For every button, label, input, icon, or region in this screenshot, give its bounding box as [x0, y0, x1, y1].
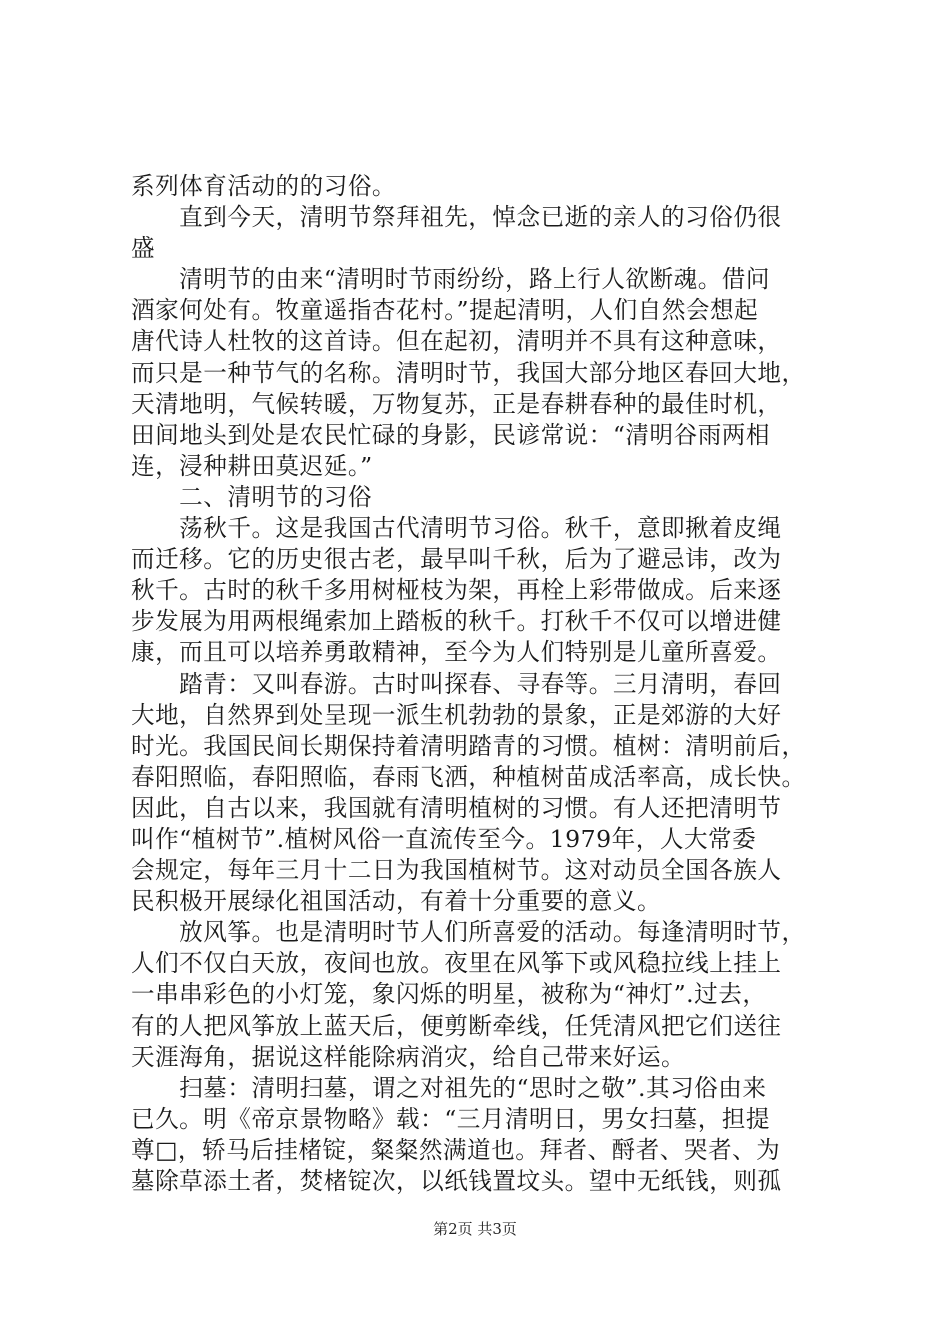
- text-line: 盛: [131, 234, 156, 263]
- text-line: 踏青：又叫春游。古时叫探春、寻春等。三月清明，春回: [131, 669, 782, 698]
- text-line: 连，浸种耕田莫迟延。”: [131, 451, 373, 480]
- text-line: 唐代诗人杜牧的这首诗。但在起初，清明并不具有这种意味，: [131, 327, 782, 356]
- text-line: 墓除草添土者，焚楮锭次，以纸钱置坟头。望中无纸钱，则孤: [131, 1167, 782, 1195]
- text-line: 尊□，轿马后挂楮锭，粲粲然满道也。拜者、酹者、哭者、为: [131, 1135, 781, 1164]
- text-line: 民积极开展绿化祖国活动，有着十分重要的意义。: [131, 887, 662, 916]
- text-line: 有的人把风筝放上蓝天后，便剪断牵线，任凭清风把它们送往: [131, 1011, 782, 1040]
- text-line: 因此，自古以来，我国就有清明植树的习惯。有人还把清明节: [131, 793, 782, 822]
- text-line: 系列体育活动的的习俗。: [131, 172, 397, 200]
- text-line: 康，而且可以培养勇敢精神，至今为人们特别是儿童所喜爱。: [131, 638, 782, 667]
- text-line: 大地，自然界到处呈现一派生机勃勃的景象，正是郊游的大好: [131, 700, 782, 729]
- section-heading: 二、清明节的习俗: [131, 482, 372, 511]
- text-line: 酒家何处有。牧童遥指杏花村。”提起清明，人们自然会想起: [131, 296, 759, 325]
- text-line: 而只是一种节气的名称。清明时节，我国大部分地区春回大地，: [131, 358, 806, 387]
- document-body: [131, 171, 831, 1197]
- text-line: 直到今天，清明节祭拜祖先，悼念已逝的亲人的习俗仍很: [131, 203, 782, 232]
- text-line: 一串串彩色的小灯笼，象闪烁的明星，被称为“神灯”.过去，: [131, 980, 767, 1009]
- text-line: 天涯海角，据说这样能除病消灾，给自己带来好运。: [131, 1042, 686, 1071]
- text-line: 步发展为用两根绳索加上踏板的秋千。打秋千不仅可以增进健: [131, 607, 782, 636]
- text-line: 天清地明，气候转暖，万物复苏，正是春耕春种的最佳时机，: [131, 389, 782, 418]
- text-line: 秋千。古时的秋千多用树桠枝为架，再栓上彩带做成。后来逐: [131, 576, 782, 605]
- text-line: 扫墓：清明扫墓，谓之对祖先的“思时之敬”.其习俗由来: [131, 1073, 767, 1102]
- text-line: 时光。我国民间长期保持着清明踏青的习惯。植树：清明前后，: [131, 731, 806, 760]
- text-line: 放风筝。也是清明时节人们所喜爱的活动。每逢清明时节，: [131, 918, 806, 947]
- text-line: 叫作“植树节”.植树风俗一直流传至今。1979年，人大常委: [131, 824, 757, 853]
- text-line: 荡秋千。这是我国古代清明节习俗。秋千，意即揪着皮绳: [131, 514, 782, 543]
- text-line: 已久。明《帝京景物略》载：“三月清明日，男女扫墓，担提: [131, 1104, 770, 1133]
- text-line: 春阳照临，春阳照临，春雨飞洒，种植树苗成活率高，成长快。: [131, 762, 806, 791]
- text-line: 而迁移。它的历史很古老，最早叫千秋，后为了避忌讳，改为: [131, 545, 782, 574]
- text-line: 田间地头到处是农民忙碌的身影，民谚常说：“清明谷雨两相: [131, 420, 770, 449]
- page-number-footer: 第2页 共3页: [433, 1220, 517, 1238]
- text-line: 人们不仅白天放，夜间也放。夜里在风筝下或风稳拉线上挂上: [131, 949, 782, 978]
- text-line: 清明节的由来“清明时节雨纷纷，路上行人欲断魂。借问: [131, 265, 770, 294]
- text-line: 会规定，每年三月十二日为我国植树节。这对动员全国各族人: [131, 856, 782, 885]
